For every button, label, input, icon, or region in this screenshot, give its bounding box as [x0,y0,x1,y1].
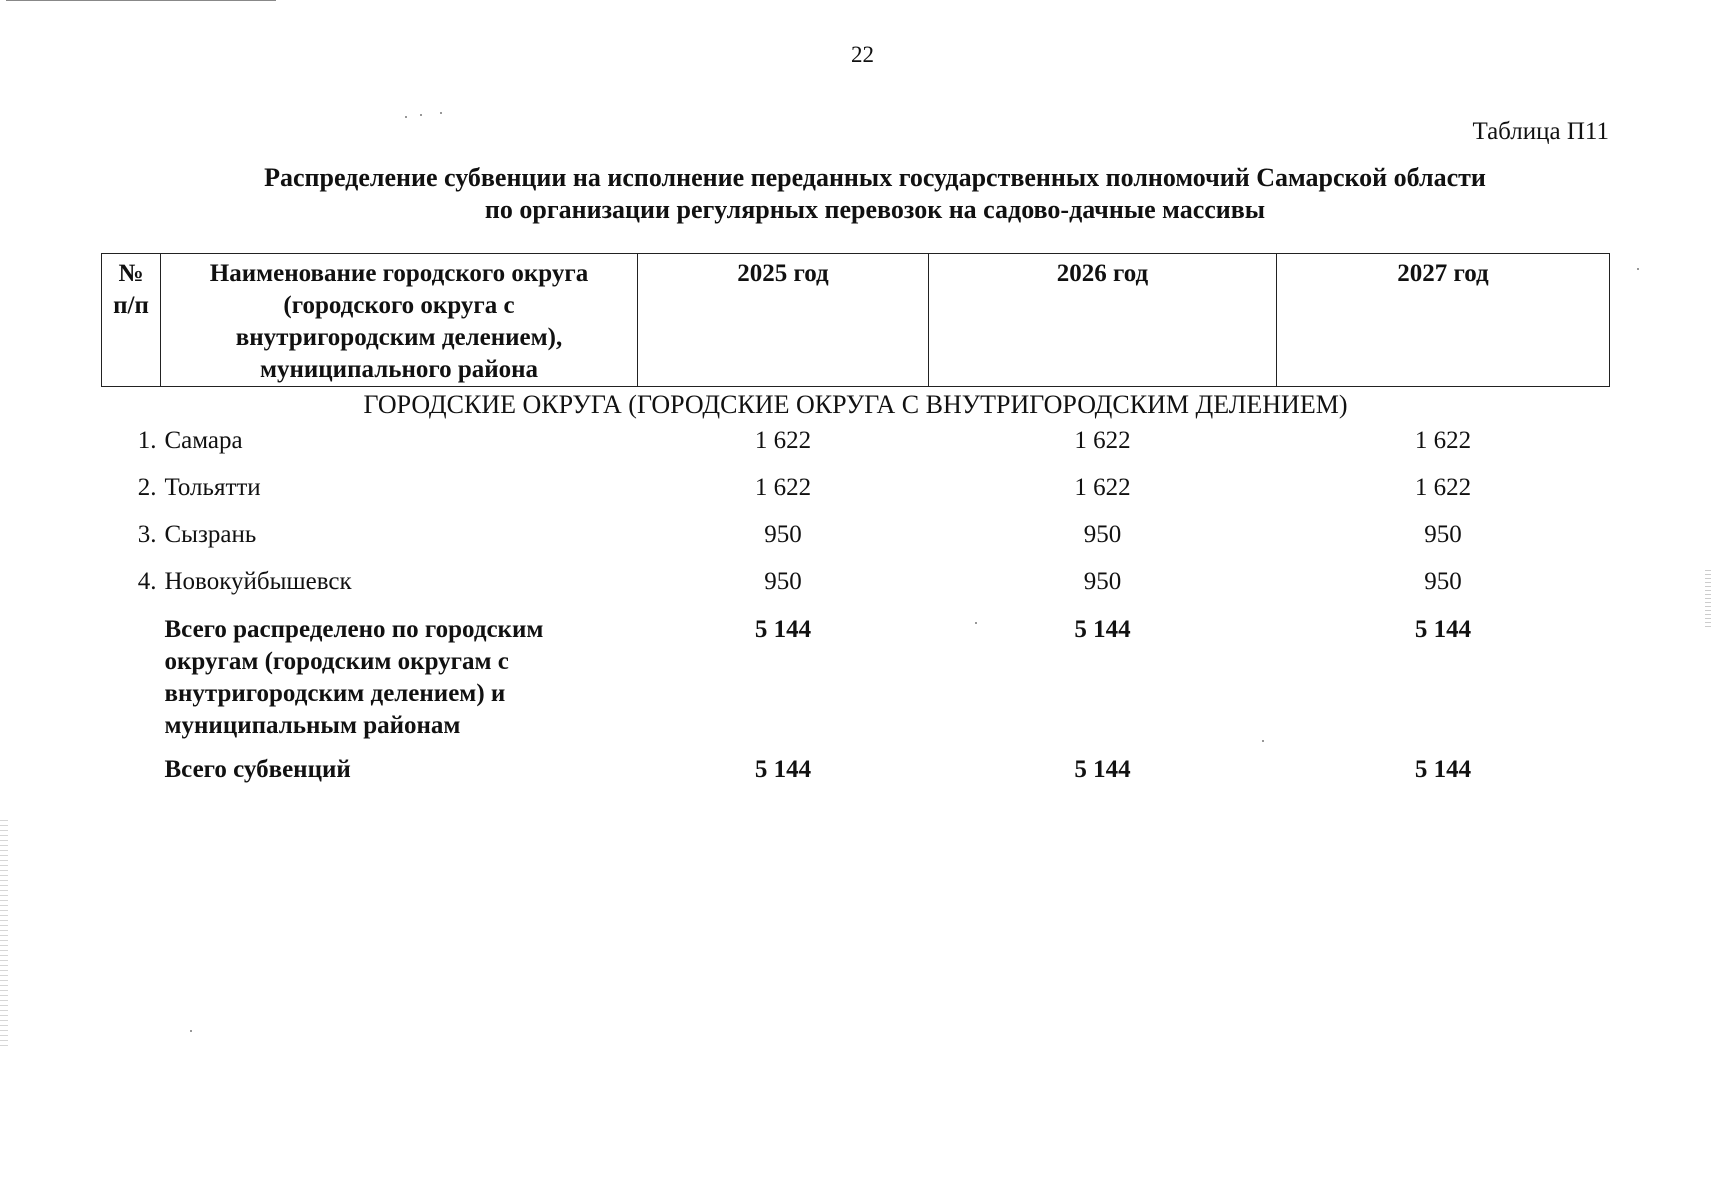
table-row [102,562,1610,609]
row-value-2025: 1 622 [754,474,812,501]
row-value-2026: 1 622 [1074,427,1131,454]
total-subventions-num [102,752,161,786]
table-row [102,421,1610,468]
scan-edge-line [6,0,276,1]
total-subventions-2026: 5 144 [1074,756,1131,783]
total-subventions-label: Всего субвенций [164,756,351,783]
section-title: ГОРОДСКИЕ ОКРУГА (ГОРОДСКИЕ ОКРУГА С ВНУТРИГОРОДСКИМ ДЕЛЕНИЕМ) [363,390,1348,419]
total-distributed-num [102,609,161,752]
title-line-1: Распределение субвенции на исполнение переданных государственных полномочий Самарской области [264,163,1486,192]
row-value-2027: 950 [1424,568,1462,595]
title-line-2: по организации регулярных перевозок на садово-дачные массивы [484,195,1266,224]
total-distributed-2027: 5 144 [1414,616,1472,643]
total-distributed-line-3: внутригородским делением) и [164,680,506,707]
total-distributed-row [102,609,1610,752]
scan-speck [190,1030,192,1032]
scan-speck [420,114,422,116]
total-subventions-2027: 5 144 [1414,756,1472,783]
subvention-table [101,253,1610,786]
row-value-2026: 1 622 [1074,474,1131,501]
row-name: Самара [164,427,243,454]
table-row [102,468,1610,515]
header-num-line-1: № [118,260,144,287]
row-name: Тольятти [164,474,261,501]
header-name-line-1: Наименование городского округа [209,260,589,287]
page-number: 22 [851,42,874,67]
scan-speck [405,116,407,118]
header-2026: 2026 год [929,254,1277,387]
row-value-2026: 950 [1083,521,1122,548]
document-title [0,162,1717,226]
row-num: 1. [137,427,157,454]
row-name: Сызрань [164,521,257,548]
row-name: Новокуйбышевск [164,568,352,595]
total-subventions-2025: 5 144 [754,756,812,783]
row-value-2026: 950 [1083,568,1122,595]
header-num-line-2: п/п [113,292,149,319]
total-distributed-2026: 5 144 [1074,616,1131,643]
table-row [102,515,1610,562]
row-value-2025: 950 [764,521,802,548]
header-name-line-2: (городского округа с [283,292,515,319]
total-distributed-line-2: округам (городским округам с [164,648,509,675]
scan-speck [440,112,442,114]
table-label: Таблица П11 [1472,118,1609,145]
row-value-2025: 950 [764,568,802,595]
scan-edge-noise-right [1705,570,1711,630]
row-num: 3. [137,521,157,548]
total-distributed-line-4: муниципальным районам [164,712,461,739]
row-value-2027: 1 622 [1414,427,1472,454]
header-name [161,254,638,387]
row-num: 2. [137,474,157,501]
row-value-2027: 950 [1424,521,1462,548]
total-subventions-row [102,752,1610,786]
total-distributed-2025: 5 144 [754,616,812,643]
header-name-line-4: муниципального района [259,356,539,383]
header-2025: 2025 год [638,254,929,387]
row-value-2025: 1 622 [754,427,812,454]
table-header-row [102,254,1610,387]
header-2027: 2027 год [1277,254,1610,387]
row-num: 4. [137,568,157,595]
section-row [102,387,1610,422]
scan-edge-noise [0,820,8,1050]
total-distributed-line-1: Всего распределено по городским [164,616,544,643]
header-num [102,254,161,387]
scan-speck [1637,268,1639,270]
row-value-2027: 1 622 [1414,474,1472,501]
header-name-line-3: внутригородским делением), [235,324,563,351]
total-distributed-label [161,609,638,752]
